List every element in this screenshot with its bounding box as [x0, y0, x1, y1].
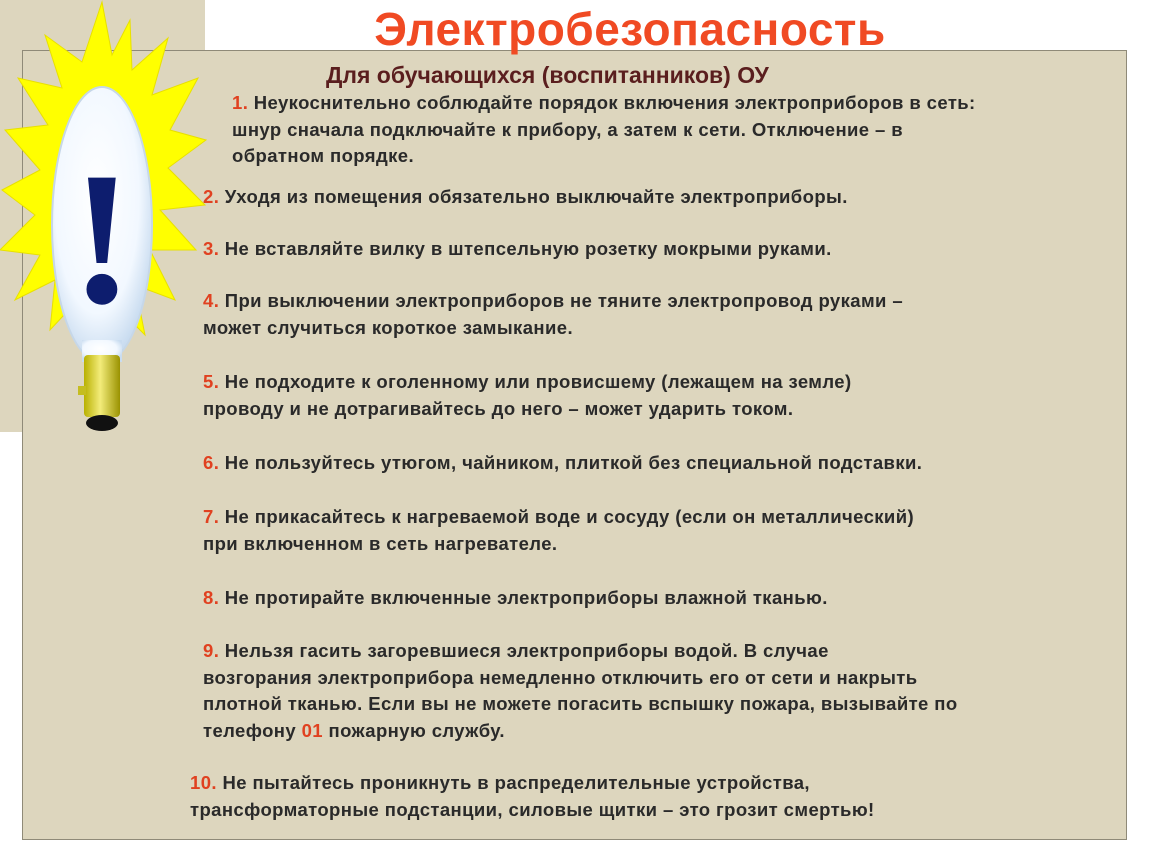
rule-text-end: пожарную службу.	[322, 719, 505, 741]
rule-text: Уходя из помещения обязательно выключайте электроприборы.	[224, 186, 848, 207]
rule-9	[203, 638, 958, 744]
fire-phone-number: 01	[301, 719, 323, 741]
warning-light-bulb-icon	[0, 0, 215, 440]
rule-7	[203, 504, 914, 557]
rule-text: Нельзя гасить загоревшиеся электроприборы водой. В случае возгорания электроприбора немедленно отключить его от сети и накрыть плотной тканью. Если вы не можете погасить вспышку пожара, вызывайте по телефону	[203, 640, 958, 741]
rule-number: 8.	[203, 587, 220, 608]
rule-number: 3.	[203, 238, 220, 259]
rule-text: При выключении электроприборов не тяните электропровод руками – может случиться короткое замыкание.	[203, 290, 904, 338]
rule-text: Не пытайтесь проникнуть в распределительные устройства, трансформаторные подстанции, силовые щитки – это грозит смертью!	[190, 772, 875, 820]
rule-text: Неукоснительно соблюдайте порядок включения электроприборов в сеть: шнур сначала подключайте к прибору, а затем к сети. Отключение – в обратном порядке.	[232, 92, 976, 166]
bulb-pin	[78, 386, 86, 395]
rule-text: Не прикасайтесь к нагреваемой воде и сосуду (если он металлический) при включенном в сеть нагревателе.	[203, 506, 915, 554]
page-title: Электробезопасность	[374, 3, 886, 55]
rule-number: 2.	[203, 186, 220, 207]
bulb-base	[84, 355, 120, 417]
rule-1	[232, 90, 976, 170]
rule-number: 7.	[203, 506, 220, 527]
rule-number: 5.	[203, 371, 220, 392]
rule-number: 10.	[190, 772, 217, 793]
rule-text: Не подходите к оголенному или провисшему (лежащем на земле) проводу и не дотрагивайтесь до него – может ударить током.	[203, 371, 852, 419]
rule-5	[203, 369, 852, 422]
rule-text: Не вставляйте вилку в штепсельную розетку мокрыми руками.	[224, 238, 832, 259]
rule-2	[203, 184, 848, 211]
rule-text: Не пользуйтесь утюгом, чайником, плиткой без специальной подставки.	[224, 452, 923, 473]
rule-number: 9.	[203, 640, 220, 661]
page-subtitle: Для обучающихся (воспитанников) ОУ	[326, 62, 769, 88]
rule-10	[190, 770, 875, 823]
rule-text: Не протирайте включенные электроприборы влажной тканью.	[224, 587, 828, 608]
exclamation-mark: !	[70, 134, 134, 344]
rule-3	[203, 236, 832, 263]
bulb-tip	[86, 415, 118, 431]
rule-number: 1.	[232, 92, 249, 113]
rule-6	[203, 450, 922, 477]
rule-8	[203, 585, 828, 612]
rule-number: 4.	[203, 290, 220, 311]
rule-4	[203, 288, 903, 341]
rule-number: 6.	[203, 452, 220, 473]
